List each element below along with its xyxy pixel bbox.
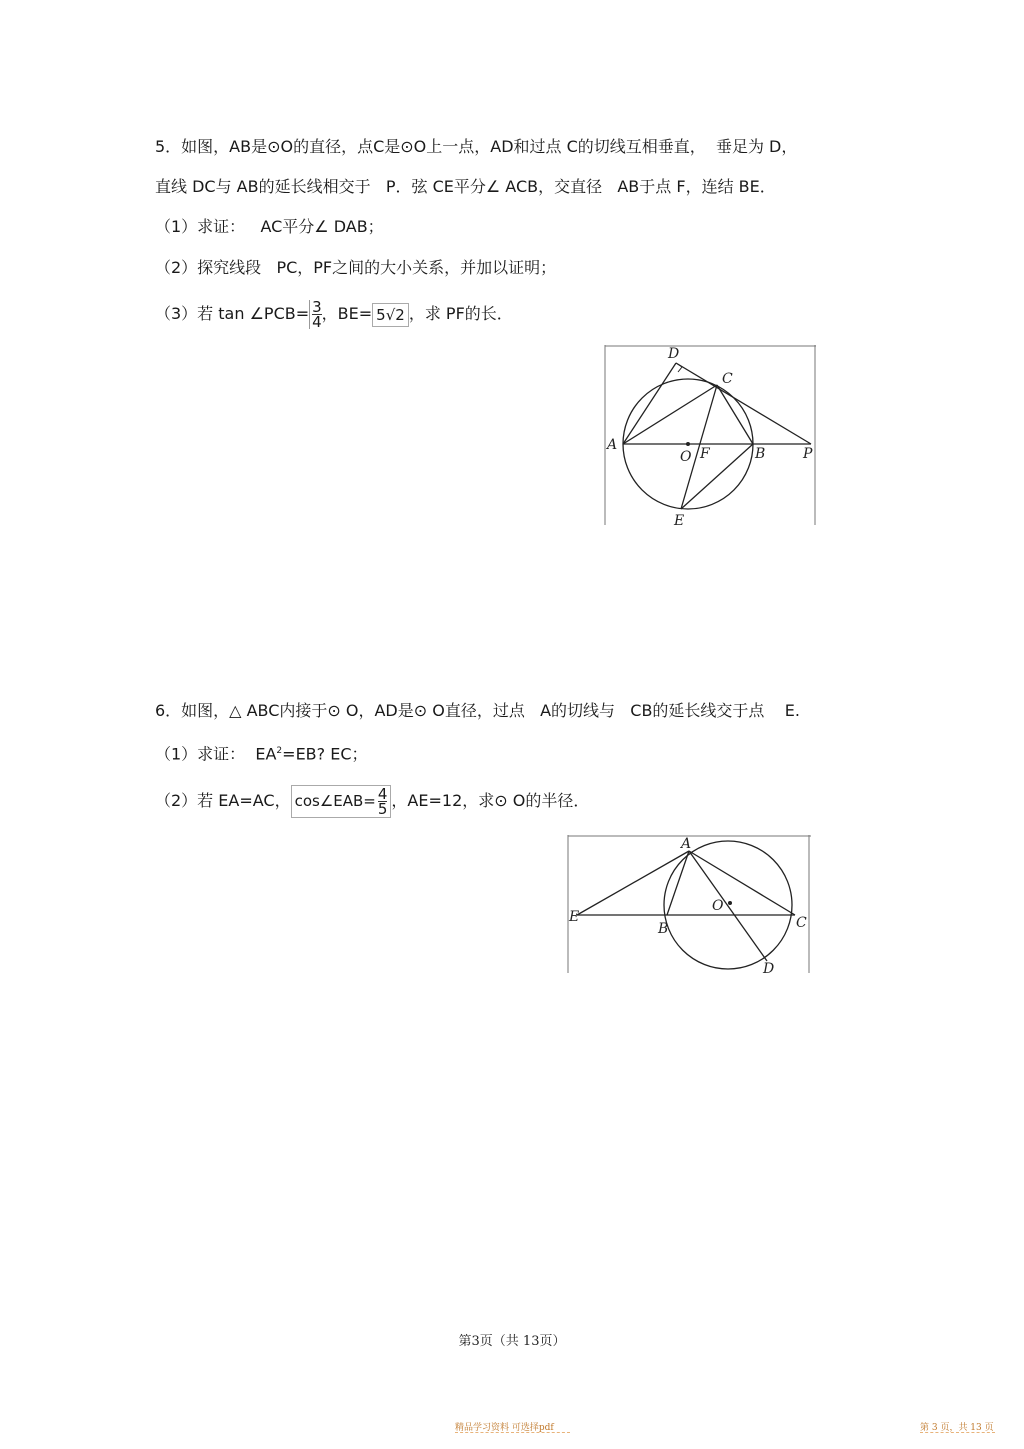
page-number: 第3页（共 13页） [458,1334,566,1349]
q5-label-e: E [674,513,685,529]
q6-figure [567,835,812,975]
watermark-left-underline [455,1432,570,1433]
q5-part3-prefix: （3）若 tan ∠PCB= [155,304,310,323]
q6-part2-prefix: （2）若 EA=AC， [155,791,291,810]
q6-part2 [155,785,589,818]
q5-part3 [155,300,513,329]
q5-stem-line1: 5．如图，AB是⊙O的直径，点C是⊙O上一点，AD和过点 C的切线互相垂直， 垂足为 D， [155,137,798,156]
q6-part1-suffix: =EB? EC； [282,744,368,764]
q6-label-e: E [569,909,580,925]
q6-label-d: D [763,961,775,975]
q6-part1-prefix: （1）求证： EA [155,744,277,764]
q5-label-c: C [722,371,733,387]
q5-part2: （2）探究线段 PC，PF之间的大小关系，并加以证明； [155,258,557,277]
q5-stem-line2: 直线 DC与 AB的延长线相交于 P．弦 CE平分∠ ACB，交直径 AB于点 F，连结 BE． [155,177,776,196]
q6-part1-superscript: 2 [276,746,283,756]
q5-label-f: F [700,446,710,462]
q6-stem: 6．如图，△ ABC内接于⊙ O，AD是⊙ O直径，过点 A的切线与 CB的延长线交于点 E. [155,701,800,720]
q5-label-a: A [607,437,618,453]
q5-part3-mid: ，BE= [321,304,373,323]
q6-cos-expression [291,785,392,818]
q5-label-b: B [755,446,766,462]
q5-tan-fraction [309,300,322,329]
q6-label-o: O [712,898,724,914]
q6-part2-suffix: ，AE=12，求⊙ O的半径． [391,791,590,810]
q6-label-a: A [681,836,692,852]
watermark-left: 精品学习资料 可选择pdf [455,1423,554,1433]
q6-cos-fraction [376,787,388,816]
q5-label-p: P [803,446,813,462]
q5-label-d: D [668,346,680,362]
q5-label-o: O [680,449,692,465]
q5-frac-num: 3 [312,298,322,316]
q5-part3-suffix: ，求 PF的长． [408,304,513,323]
watermark-right: 第 3 页，共 13 页 [920,1423,994,1433]
q5-root-expression: 5√2 [372,303,409,327]
q6-frac-num: 4 [377,785,388,803]
q6-label-c: C [796,915,807,931]
q6-cos-label: cos∠EAB= [294,792,376,810]
q5-figure [604,345,817,530]
q5-part1: （1）求证： AC平分∠ DAB； [155,217,384,236]
q6-part1 [155,741,368,764]
q5-frac-den: 4 [312,313,322,331]
q6-label-b: B [658,921,669,937]
q6-frac-den: 5 [377,800,388,818]
watermark-right-underline [920,1432,995,1433]
